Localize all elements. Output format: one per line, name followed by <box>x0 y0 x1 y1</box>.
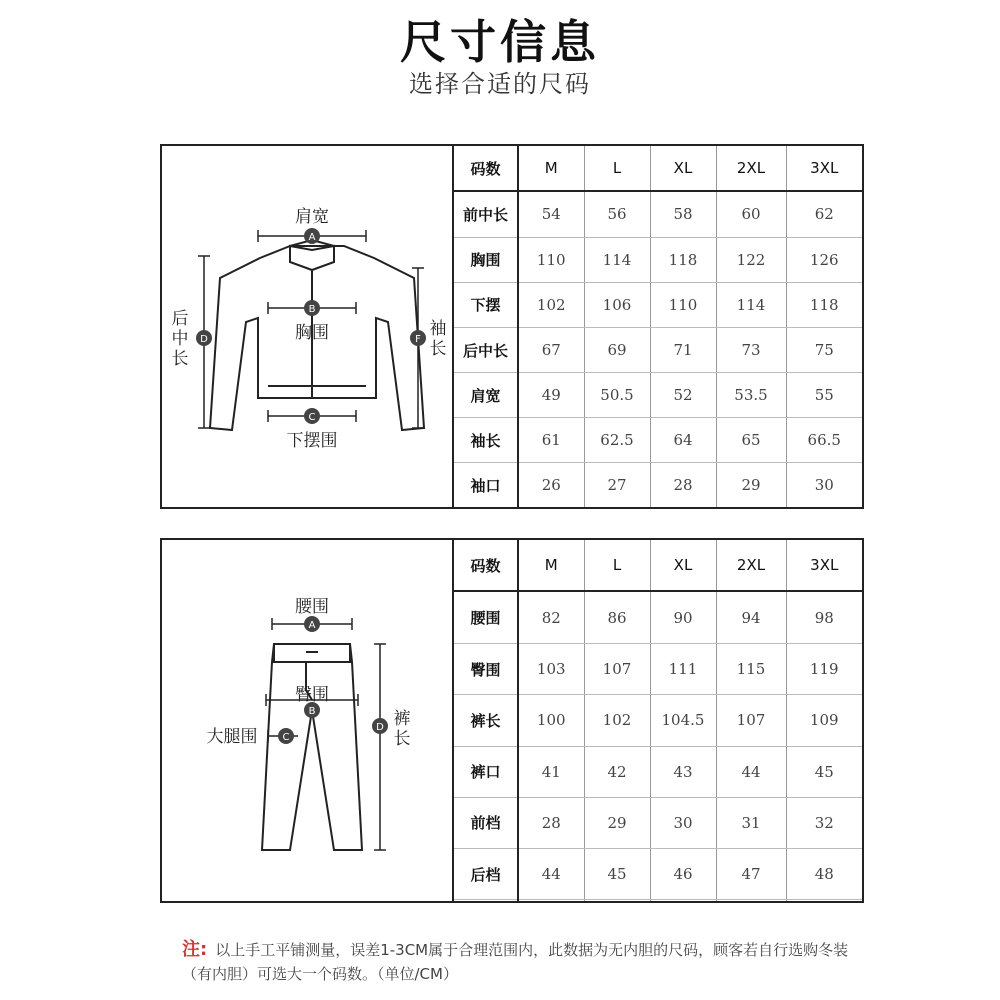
footer-note <box>182 938 862 986</box>
table-header-row <box>454 146 862 191</box>
table-row <box>454 282 862 327</box>
table-cell: 61 <box>518 418 584 463</box>
note-mark: 注: <box>182 939 208 960</box>
row-label <box>454 900 518 901</box>
table-cell: 118 <box>786 282 862 327</box>
row-label: 臀围 <box>454 644 518 695</box>
marker-b: B <box>308 304 316 315</box>
table-cell: 119 <box>786 644 862 695</box>
table-row <box>454 644 862 695</box>
table-cell: 86 <box>584 591 650 643</box>
table-cell: 42 <box>584 746 650 797</box>
table-cell: 28 <box>518 797 584 848</box>
table-cell: 46 <box>650 849 716 900</box>
table-cell: 73 <box>716 328 786 373</box>
row-label: 腰围 <box>454 591 518 643</box>
header-cell: 2XL <box>716 540 786 591</box>
hip-label: 臀围 <box>295 685 329 705</box>
row-label: 肩宽 <box>454 373 518 418</box>
table-cell: 54 <box>518 191 584 237</box>
row-label: 袖长 <box>454 418 518 463</box>
marker-a: A <box>308 620 316 631</box>
table-cell <box>716 900 786 901</box>
table-cell: 52 <box>650 373 716 418</box>
table-row <box>454 237 862 282</box>
header-cell: 码数 <box>454 146 518 191</box>
header-cell: 3XL <box>786 146 862 191</box>
table-cell: 48 <box>786 849 862 900</box>
table-row <box>454 900 862 901</box>
table-cell: 114 <box>584 237 650 282</box>
table-cell: 114 <box>716 282 786 327</box>
header-cell: M <box>518 146 584 191</box>
header-cell: M <box>518 540 584 591</box>
header-cell: L <box>584 540 650 591</box>
table-cell: 69 <box>584 328 650 373</box>
marker-c: C <box>308 412 316 423</box>
header-cell: 2XL <box>716 146 786 191</box>
table-cell: 58 <box>650 191 716 237</box>
table-row <box>454 191 862 237</box>
table-cell <box>518 900 584 901</box>
table-cell: 115 <box>716 644 786 695</box>
table-cell: 62 <box>786 191 862 237</box>
table-cell: 43 <box>650 746 716 797</box>
table-cell: 67 <box>518 328 584 373</box>
table-row <box>454 373 862 418</box>
header-cell: 码数 <box>454 540 518 591</box>
table-cell: 66.5 <box>786 418 862 463</box>
marker-d: D <box>200 334 208 345</box>
note-text: 以上手工平铺测量，误差1-3CM属于合理范围内，此数据为无内胆的尺码，顾客若自行选购冬装（有内胆）可选大一个码数。（单位/CM） <box>182 941 849 983</box>
table-cell: 109 <box>786 695 862 746</box>
table-row <box>454 695 862 746</box>
table-cell: 44 <box>518 849 584 900</box>
back-length-char-3: 长 <box>171 349 189 369</box>
table-cell: 94 <box>716 591 786 643</box>
table-cell: 82 <box>518 591 584 643</box>
table-cell: 111 <box>650 644 716 695</box>
table-row <box>454 418 862 463</box>
header-cell: L <box>584 146 650 191</box>
table-cell: 102 <box>518 282 584 327</box>
table-cell: 55 <box>786 373 862 418</box>
sleeve-char-1: 袖 <box>429 319 447 339</box>
pants-illustration <box>162 540 454 901</box>
table-cell: 50.5 <box>584 373 650 418</box>
page-subtitle: 选择合适的尺码 <box>409 70 591 98</box>
table-cell: 32 <box>786 797 862 848</box>
table-cell: 53.5 <box>716 373 786 418</box>
table-cell <box>650 900 716 901</box>
table-cell: 45 <box>584 849 650 900</box>
table-cell: 62.5 <box>584 418 650 463</box>
table-cell: 56 <box>584 191 650 237</box>
row-label: 胸围 <box>454 237 518 282</box>
table-cell: 118 <box>650 237 716 282</box>
table-cell: 30 <box>650 797 716 848</box>
jacket-size-panel <box>160 144 864 509</box>
table-cell <box>786 900 862 901</box>
chest-label: 胸围 <box>295 323 329 343</box>
pants-size-table <box>454 540 862 901</box>
row-label: 下摆 <box>454 282 518 327</box>
length-char-1: 裤 <box>393 709 411 729</box>
pants-size-panel <box>160 538 864 903</box>
header-cell: 3XL <box>786 540 862 591</box>
table-row <box>454 797 862 848</box>
table-cell: 75 <box>786 328 862 373</box>
table-cell: 47 <box>716 849 786 900</box>
table-cell <box>584 900 650 901</box>
table-cell: 45 <box>786 746 862 797</box>
table-row <box>454 591 862 643</box>
table-cell: 107 <box>584 644 650 695</box>
table-cell: 126 <box>786 237 862 282</box>
waist-label: 腰围 <box>295 597 329 617</box>
table-row <box>454 849 862 900</box>
table-cell: 49 <box>518 373 584 418</box>
back-length-char-2: 中 <box>171 329 189 349</box>
back-length-char-1: 后 <box>171 309 189 329</box>
table-cell: 100 <box>518 695 584 746</box>
table-cell: 44 <box>716 746 786 797</box>
marker-d: D <box>376 722 384 733</box>
table-cell: 98 <box>786 591 862 643</box>
row-label: 后档 <box>454 849 518 900</box>
hem-label: 下摆围 <box>286 431 338 451</box>
jacket-illustration <box>162 146 454 507</box>
jacket-diagram <box>162 146 452 507</box>
jacket-size-table <box>454 146 862 507</box>
table-row <box>454 746 862 797</box>
table-cell: 29 <box>584 797 650 848</box>
length-char-2: 长 <box>393 729 411 749</box>
header-cell: XL <box>650 146 716 191</box>
row-label: 前档 <box>454 797 518 848</box>
sleeve-char-2: 长 <box>429 339 447 359</box>
table-cell: 30 <box>814 476 834 495</box>
table-cell: 102 <box>584 695 650 746</box>
shoulder-label: 肩宽 <box>295 207 329 227</box>
table-cell: 122 <box>716 237 786 282</box>
table-cell: 31 <box>716 797 786 848</box>
table-cell: 107 <box>716 695 786 746</box>
marker-c: C <box>282 732 290 743</box>
table-cell: 90 <box>650 591 716 643</box>
marker-b: B <box>308 706 316 717</box>
row-label: 前中长 <box>454 191 518 237</box>
marker-f: F <box>415 334 421 345</box>
table-cell: 27 <box>584 463 650 507</box>
header-cell: XL <box>650 540 716 591</box>
table-cell: 103 <box>518 644 584 695</box>
table-cell: 110 <box>650 282 716 327</box>
table-cell: 60 <box>716 191 786 237</box>
table-cell: 28 <box>650 463 716 507</box>
table-cell: 65 <box>716 418 786 463</box>
table-row <box>454 463 862 507</box>
table-cell: 106 <box>584 282 650 327</box>
row-label: 裤口 <box>454 746 518 797</box>
table-row <box>454 328 862 373</box>
table-cell: 41 <box>518 746 584 797</box>
pants-diagram <box>162 540 452 901</box>
table-header-row <box>454 540 862 591</box>
table-cell: 110 <box>518 237 584 282</box>
table-cell: 104.5 <box>650 695 716 746</box>
page-title: 尺寸信息 <box>400 15 600 69</box>
table-cell: 64 <box>650 418 716 463</box>
thigh-label: 大腿围 <box>206 727 258 747</box>
marker-a: A <box>308 232 316 243</box>
row-label: 袖口 <box>454 463 518 507</box>
table-cell: 26 <box>518 463 584 507</box>
row-label: 后中长 <box>454 328 518 373</box>
row-label: 裤长 <box>454 695 518 746</box>
table-cell: 71 <box>650 328 716 373</box>
table-cell: 29 <box>716 463 786 507</box>
